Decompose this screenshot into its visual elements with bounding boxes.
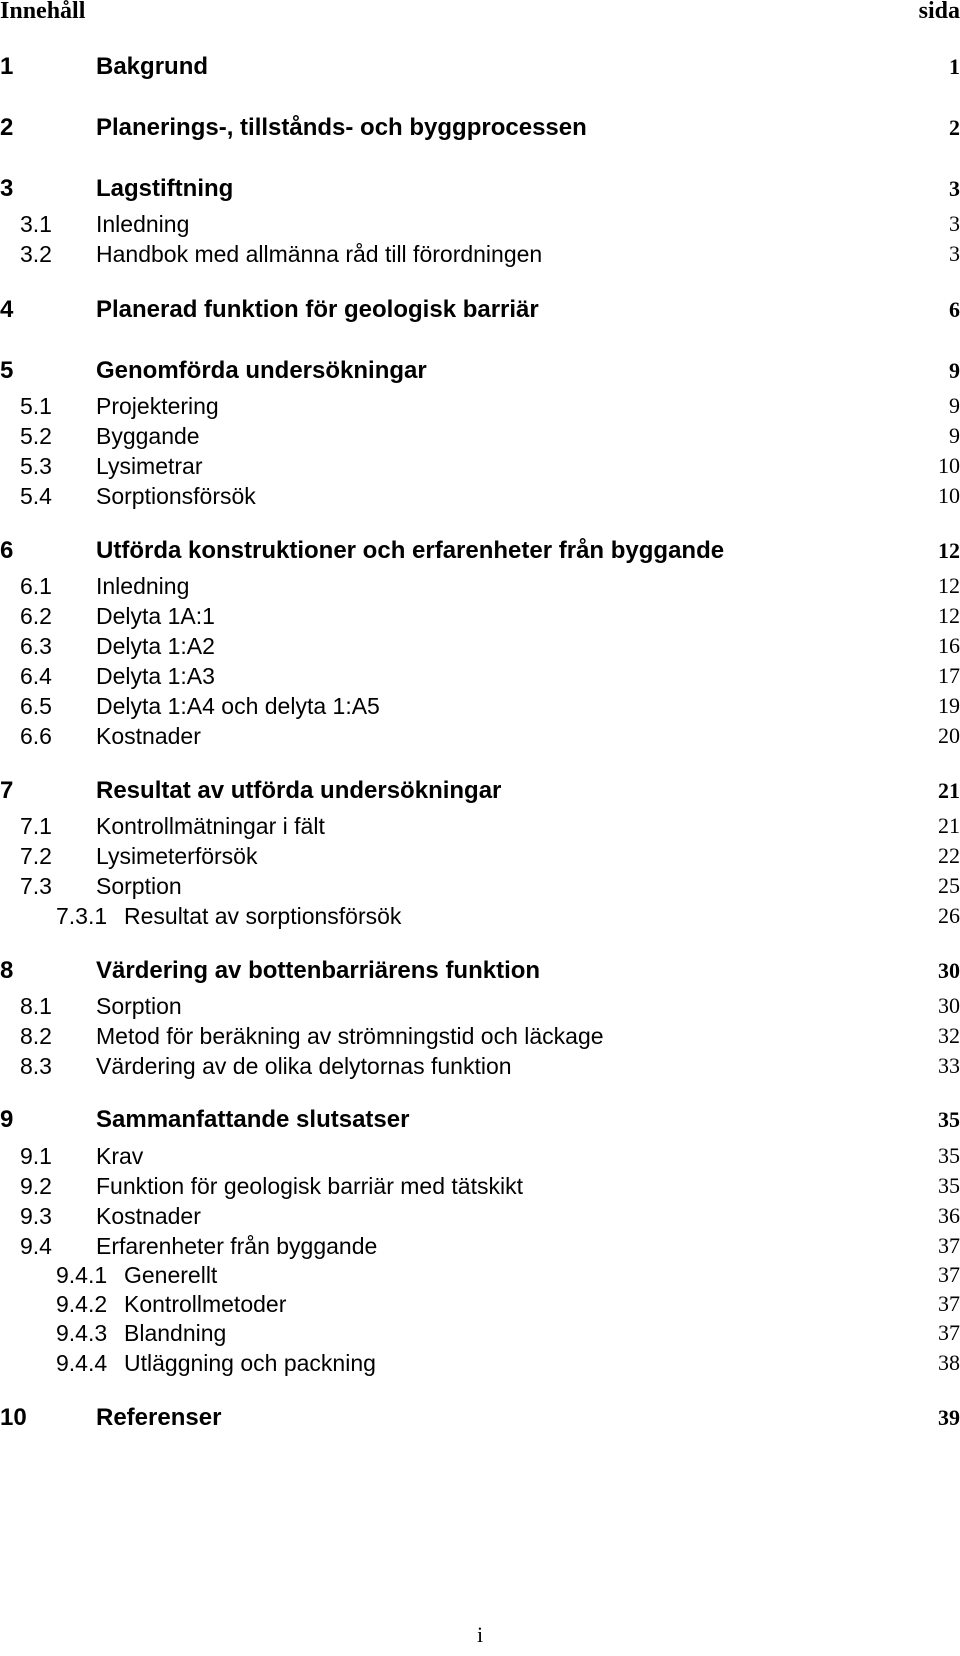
toc-entry-number: 8.1 xyxy=(20,993,52,1019)
toc-entry-page: 37 xyxy=(938,1320,960,1345)
toc-subsection-row xyxy=(0,1318,960,1348)
toc-chapter-row xyxy=(0,113,960,143)
toc-entry-number: 3.2 xyxy=(20,241,52,267)
page-column-heading: sida xyxy=(918,0,960,24)
toc-entry-number: 5.4 xyxy=(20,483,52,509)
toc-entry-number: 8.2 xyxy=(20,1023,52,1049)
toc-entry-title: Erfarenheter från byggande xyxy=(96,1233,378,1259)
toc-chapter-row xyxy=(0,536,960,566)
toc-chapter-row xyxy=(0,956,960,986)
toc-entry-title: Blandning xyxy=(124,1320,227,1346)
toc-entry-title: Kontrollmetoder xyxy=(124,1291,287,1317)
toc-entry-number: 6.6 xyxy=(20,723,52,749)
toc-entry-number: 7.3 xyxy=(20,873,52,899)
toc-entry-number: 9.4.2 xyxy=(56,1291,108,1317)
toc-entry-page: 10 xyxy=(938,483,960,508)
toc-entry-title: Lysimetrar xyxy=(96,453,203,479)
toc-section-row xyxy=(0,391,960,421)
toc-heading: Innehåll xyxy=(0,0,86,24)
toc-entry-page: 38 xyxy=(938,1350,960,1375)
toc-entry-page: 33 xyxy=(938,1053,960,1078)
toc-entry-number: 3 xyxy=(0,175,14,202)
toc-entry-number: 9.2 xyxy=(20,1173,52,1199)
toc-entry-title: Delyta 1:A2 xyxy=(96,633,215,659)
toc-entry-page: 37 xyxy=(938,1291,960,1316)
toc-section-row xyxy=(0,691,960,721)
toc-entry-page: 36 xyxy=(938,1203,960,1228)
toc-entry-page: 30 xyxy=(938,993,960,1018)
toc-entry-title: Delyta 1A:1 xyxy=(96,603,215,629)
toc-entry-number: 9.4.4 xyxy=(56,1350,108,1376)
toc-entry-number: 5 xyxy=(0,357,14,384)
toc-entry-page: 30 xyxy=(938,958,960,983)
toc-entry-page: 39 xyxy=(938,1405,960,1430)
toc-entry-title: Projektering xyxy=(96,393,219,419)
page-footer-number: i xyxy=(476,1622,484,1647)
toc-section-row xyxy=(0,721,960,751)
toc-section-row xyxy=(0,451,960,481)
toc-section-row xyxy=(0,421,960,451)
toc-entry-title: Sorptionsförsök xyxy=(96,483,256,509)
toc-section-row xyxy=(0,1201,960,1231)
toc-entry-page: 35 xyxy=(938,1173,960,1198)
toc-entry-title: Inledning xyxy=(96,573,190,599)
toc-section-row xyxy=(0,871,960,901)
toc-entry-number: 9.3 xyxy=(20,1203,52,1229)
toc-entry-title: Kostnader xyxy=(96,1203,201,1229)
toc-entry-page: 21 xyxy=(938,778,960,803)
toc-subsection-row xyxy=(0,1289,960,1319)
toc-entry-title: Kontrollmätningar i fält xyxy=(96,813,325,839)
toc-section-row xyxy=(0,601,960,631)
toc-entry-page: 19 xyxy=(938,693,960,718)
toc-entry-page: 9 xyxy=(949,358,960,383)
toc-entry-title: Byggande xyxy=(96,423,200,449)
toc-entry-page: 3 xyxy=(949,241,960,266)
toc-entry-number: 9.4.1 xyxy=(56,1262,108,1288)
toc-entry-number: 2 xyxy=(0,114,14,141)
toc-entry-title: Sammanfattande slutsatser xyxy=(96,1106,410,1133)
toc-entry-page: 3 xyxy=(949,211,960,236)
toc-entry-number: 8.3 xyxy=(20,1053,52,1079)
toc-entry-title: Funktion för geologisk barriär med tätskikt xyxy=(96,1173,523,1199)
toc-entry-page: 12 xyxy=(938,538,960,563)
toc-section-row xyxy=(0,661,960,691)
toc-entry-page: 26 xyxy=(938,903,960,928)
toc-section-row xyxy=(0,1021,960,1051)
toc-chapter-row xyxy=(0,1403,960,1433)
toc-entry-number: 6.3 xyxy=(20,633,52,659)
toc-section-row xyxy=(0,811,960,841)
toc-entry-title: Krav xyxy=(96,1143,144,1169)
toc-entry-title: Värdering av bottenbarriärens funktion xyxy=(96,957,541,984)
toc-entry-number: 6 xyxy=(0,537,14,564)
toc-section-row xyxy=(0,841,960,871)
toc-chapter-row xyxy=(0,52,960,82)
toc-entry-page: 37 xyxy=(938,1233,960,1258)
toc-entry-page: 16 xyxy=(938,633,960,658)
toc-entry-title: Utläggning och packning xyxy=(124,1350,376,1376)
toc-entry-page: 37 xyxy=(938,1262,960,1287)
toc-entry-title: Kostnader xyxy=(96,723,201,749)
toc-entry-page: 35 xyxy=(938,1143,960,1168)
toc-section-row xyxy=(0,1141,960,1171)
toc-entry-title: Lagstiftning xyxy=(96,175,234,202)
toc-entry-page: 10 xyxy=(938,453,960,478)
toc-entry-number: 5.2 xyxy=(20,423,52,449)
toc-entry-title: Planerings-, tillstånds- och byggprocessen xyxy=(96,114,587,141)
toc-entry-number: 6.4 xyxy=(20,663,52,689)
toc-entry-number: 10 xyxy=(0,1404,27,1431)
toc-entry-page: 3 xyxy=(949,176,960,201)
toc-entry-number: 9.4 xyxy=(20,1233,52,1259)
toc-entry-page: 2 xyxy=(949,115,960,140)
toc-section-row xyxy=(0,991,960,1021)
toc-chapter-row xyxy=(0,1105,960,1135)
toc-entry-number: 1 xyxy=(0,53,14,80)
toc-entry-page: 9 xyxy=(949,423,960,448)
toc-entry-number: 9.1 xyxy=(20,1143,52,1169)
toc-entry-page: 35 xyxy=(938,1107,960,1132)
toc-entry-number: 7 xyxy=(0,777,14,804)
toc-entry-number: 9.4.3 xyxy=(56,1320,108,1346)
toc-entry-number: 9 xyxy=(0,1106,14,1133)
toc-section-row xyxy=(0,209,960,239)
toc-entry-title: Referenser xyxy=(96,1404,222,1431)
toc-entry-page: 25 xyxy=(938,873,960,898)
toc-section-row xyxy=(0,481,960,511)
toc-entry-page: 12 xyxy=(938,603,960,628)
toc-entry-number: 6.1 xyxy=(20,573,52,599)
toc-entry-title: Resultat av utförda undersökningar xyxy=(96,777,502,804)
toc-section-row xyxy=(0,1231,960,1261)
toc-entry-title: Utförda konstruktioner och erfarenheter från byggande xyxy=(96,537,725,564)
toc-section-row xyxy=(0,571,960,601)
toc-entry-page: 22 xyxy=(938,843,960,868)
toc-entry-number: 7.1 xyxy=(20,813,52,839)
toc-entry-title: Resultat av sorptionsförsök xyxy=(124,903,402,929)
toc-entry-page: 12 xyxy=(938,573,960,598)
toc-entry-number: 4 xyxy=(0,296,14,323)
toc-entry-title: Genomförda undersökningar xyxy=(96,357,427,384)
toc-entry-title: Lysimeterförsök xyxy=(96,843,258,869)
toc-entry-number: 7.2 xyxy=(20,843,52,869)
toc-entry-title: Generellt xyxy=(124,1262,218,1288)
toc-chapter-row xyxy=(0,356,960,386)
toc-entry-title: Sorption xyxy=(96,873,182,899)
toc-entry-page: 9 xyxy=(949,393,960,418)
toc-entry-number: 5.1 xyxy=(20,393,52,419)
toc-entry-page: 1 xyxy=(949,54,960,79)
toc-entry-number: 3.1 xyxy=(20,211,52,237)
toc-entry-page: 21 xyxy=(938,813,960,838)
toc-entry-number: 6.2 xyxy=(20,603,52,629)
toc-entry-number: 8 xyxy=(0,957,14,984)
toc-entry-page: 32 xyxy=(938,1023,960,1048)
toc-section-row xyxy=(0,239,960,269)
toc-entry-title: Inledning xyxy=(96,211,190,237)
toc-entry-title: Delyta 1:A3 xyxy=(96,663,215,689)
toc-chapter-row xyxy=(0,295,960,325)
toc-subsection-row xyxy=(0,901,960,931)
toc-entry-title: Bakgrund xyxy=(96,53,209,80)
toc-entry-page: 17 xyxy=(938,663,960,688)
toc-entry-number: 5.3 xyxy=(20,453,52,479)
toc-entry-title: Värdering av de olika delytornas funktion xyxy=(96,1053,512,1079)
toc-entry-page: 20 xyxy=(938,723,960,748)
toc-section-row xyxy=(0,631,960,661)
toc-entry-number: 7.3.1 xyxy=(56,903,108,929)
toc-entry-title: Metod för beräkning av strömningstid och läckage xyxy=(96,1023,604,1049)
toc-entry-title: Sorption xyxy=(96,993,182,1019)
toc-entry-number: 6.5 xyxy=(20,693,52,719)
toc-entry-page: 6 xyxy=(949,297,960,322)
toc-entry-title: Planerad funktion för geologisk barriär xyxy=(96,296,539,323)
toc-chapter-row xyxy=(0,776,960,806)
toc-chapter-row xyxy=(0,174,960,204)
toc-subsection-row xyxy=(0,1348,960,1378)
toc-entry-title: Handbok med allmänna råd till förordningen xyxy=(96,241,543,267)
toc-section-row xyxy=(0,1051,960,1081)
toc-entry-title: Delyta 1:A4 och delyta 1:A5 xyxy=(96,693,380,719)
toc-subsection-row xyxy=(0,1260,960,1290)
toc-section-row xyxy=(0,1171,960,1201)
